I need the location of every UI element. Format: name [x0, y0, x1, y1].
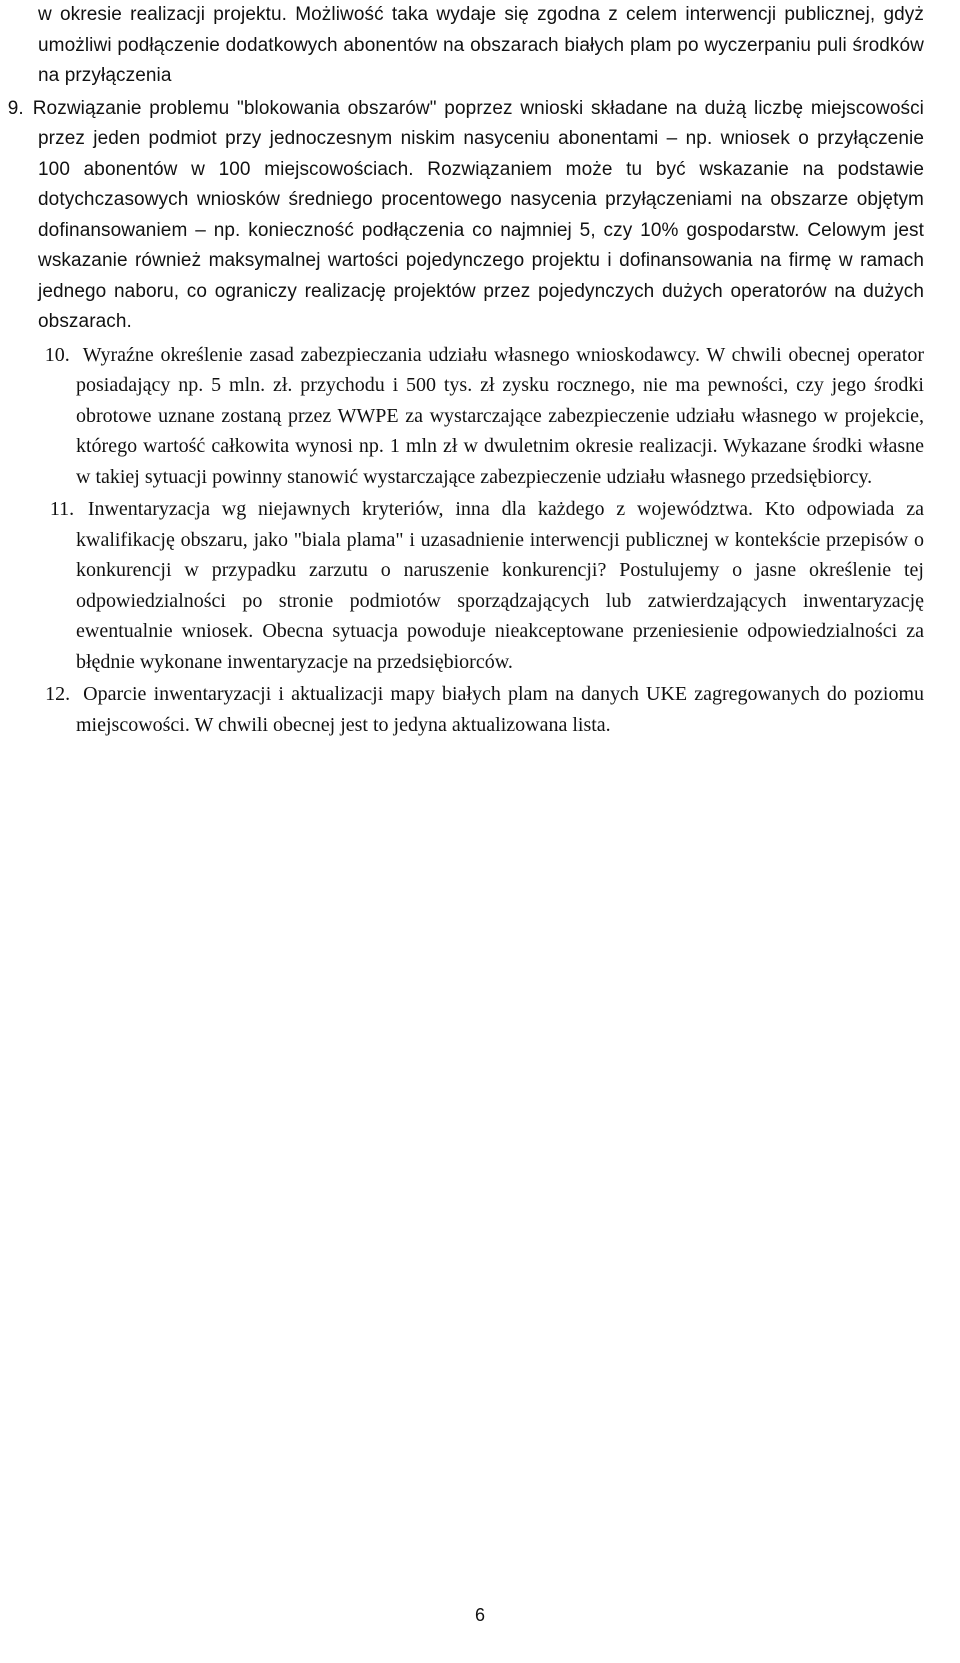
intro-paragraph: w okresie realizacji projektu. Możliwość taka wydaje się zgodna z celem interwencji publicznej, gdyż umożliwi podłączenie dodatkowych abonentów na obszarach białych plam po wyczerpaniu puli środków na przyłączenia: [38, 4, 924, 86]
page-number: 6: [474, 1605, 485, 1625]
document-page: [7, 0, 925, 742]
list-item-text: [45, 679, 925, 740]
list-item-number: 10.: [44, 343, 70, 366]
numbered-list: [0, 94, 924, 741]
list-item-body: Wyraźne określenie zasad zabezpieczania udziału własnego wnioskodawcy. W chwili obecnej operator posiadający np. 5 mln. zł. przychodu i 500 tys. zł zysku rocznego, nie ma pewności, czy jego środki obrotowe uznane zostaną przez WWPE za wystarczające zabezpieczenie udziału własnego w projekcie, którego wartość całkowita wynosi np. 1 mln zł w dwuletnim okresie realizacji. Wykazane środki własne w takiej sytuacji powinny stanowić wystarczające zabezpieczenie udziału własnego przedsiębiorcy.: [76, 343, 925, 488]
list-item-11: [38, 494, 924, 677]
list-item-12: [38, 679, 924, 740]
list-item-body: Inwentaryzacja wg niejawnych kryteriów, inna dla każdego z województwa. Kto odpowiada za kwalifikację obszaru, jako "biala plama" i uzasadnienie interwencji publicznej w kontekście przepisów o konkurencji w przypadku zarzutu o naruszenie konkurencji? Postulujemy o jasne określenie tej odpowiedzialności po stronie podmiotów sporządzających lub zatwierdzających inwentaryzację ewentualnie wniosek. Obecna sytuacja powoduje nieakceptowane przeniesienie odpowiedzialności za błędnie wykonane inwentaryzacje na przedsiębiorców.: [76, 498, 925, 673]
list-item-text: [44, 340, 925, 493]
list-item-9: [7, 94, 925, 338]
list-item-text: [49, 494, 925, 677]
list-item-number: 11.: [49, 498, 75, 520]
list-item-text: [7, 94, 925, 338]
list-item-10: [38, 340, 924, 493]
list-item-number: 12.: [45, 683, 71, 705]
list-item-body: Rozwiązanie problemu "blokowania obszarów" poprzez wnioski składane na dużą liczbę miejscowości przez jeden podmiot przy jednoczesnym niskim nasyceniu abonentami – np. wniosek o przyłączenie 100 abonentów w 100 miejscowościach. Rozwiązaniem może tu być wskazanie na podstawie dotychczasowych wniosków średniego procentowego nasycenia przyłączeniami na obszarze objętym dofinansowaniem – np. konieczność podłączenia co najmniej 5, czy 10% gospodarstw. Celowym jest wskazanie również maksymalnej wartości pojedynczego projektu i dofinansowania na firmę w ramach jednego naboru, co ograniczy realizację projektów przez pojedynczych dużych operatorów na dużych obszarach.: [32, 97, 925, 332]
list-item-number: 9.: [7, 97, 24, 119]
list-item-body: Oparcie inwentaryzacji i aktualizacji mapy białych plam na danych UKE zagregowanych do poziomu miejscowości. W chwili obecnej jest to jedyna aktualizowana lista.: [76, 683, 925, 736]
